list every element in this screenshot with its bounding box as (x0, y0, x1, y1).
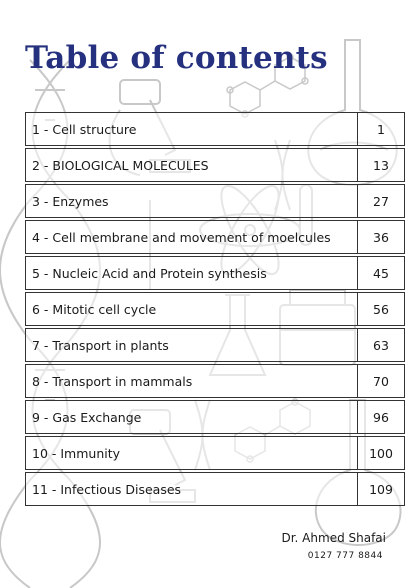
page-title: Table of contents (25, 40, 328, 76)
toc-entry-label: 3 - Enzymes (32, 194, 109, 209)
toc-row[interactable] (25, 436, 405, 470)
toc-row[interactable] (25, 292, 405, 326)
toc-page-number: 96 (373, 410, 389, 425)
toc-page-number: 109 (369, 482, 393, 497)
table-of-contents (25, 112, 405, 509)
toc-entry-label: 4 - Cell membrane and movement of moelcules (32, 230, 331, 245)
toc-row[interactable] (25, 364, 405, 398)
toc-page-number: 63 (373, 338, 389, 353)
toc-page-number: 1 (377, 122, 385, 137)
toc-row[interactable] (25, 472, 405, 506)
toc-entry-label: 2 - BIOLOGICAL MOLECULES (32, 158, 209, 173)
toc-entry-label: 10 - Immunity (32, 446, 121, 461)
toc-row[interactable] (25, 256, 405, 290)
author-phone: 0127 777 8844 (307, 551, 383, 561)
toc-row[interactable] (25, 220, 405, 254)
toc-page-number: 27 (373, 194, 389, 209)
toc-page-number: 70 (373, 374, 389, 389)
toc-entry-label: 6 - Mitotic cell cycle (32, 302, 157, 317)
toc-entry-label: 7 - Transport in plants (32, 338, 169, 353)
toc-row[interactable] (25, 112, 405, 146)
toc-page-number: 56 (373, 302, 389, 317)
toc-entry-label: 8 - Transport in mammals (32, 374, 193, 389)
toc-page-number: 13 (373, 158, 389, 173)
toc-entry-label: 5 - Nucleic Acid and Protein synthesis (32, 266, 267, 281)
toc-page-number: 100 (369, 446, 393, 461)
toc-row[interactable] (25, 184, 405, 218)
toc-page-number: 45 (373, 266, 389, 281)
author-name: Dr. Ahmed Shafai (281, 531, 386, 545)
toc-entry-label: 1 - Cell structure (32, 122, 137, 137)
toc-entry-label: 11 - Infectious Diseases (32, 482, 182, 497)
toc-row[interactable] (25, 148, 405, 182)
toc-page-number: 36 (373, 230, 389, 245)
toc-row[interactable] (25, 400, 405, 434)
toc-row[interactable] (25, 328, 405, 362)
toc-entry-label: 9 - Gas Exchange (32, 410, 142, 425)
